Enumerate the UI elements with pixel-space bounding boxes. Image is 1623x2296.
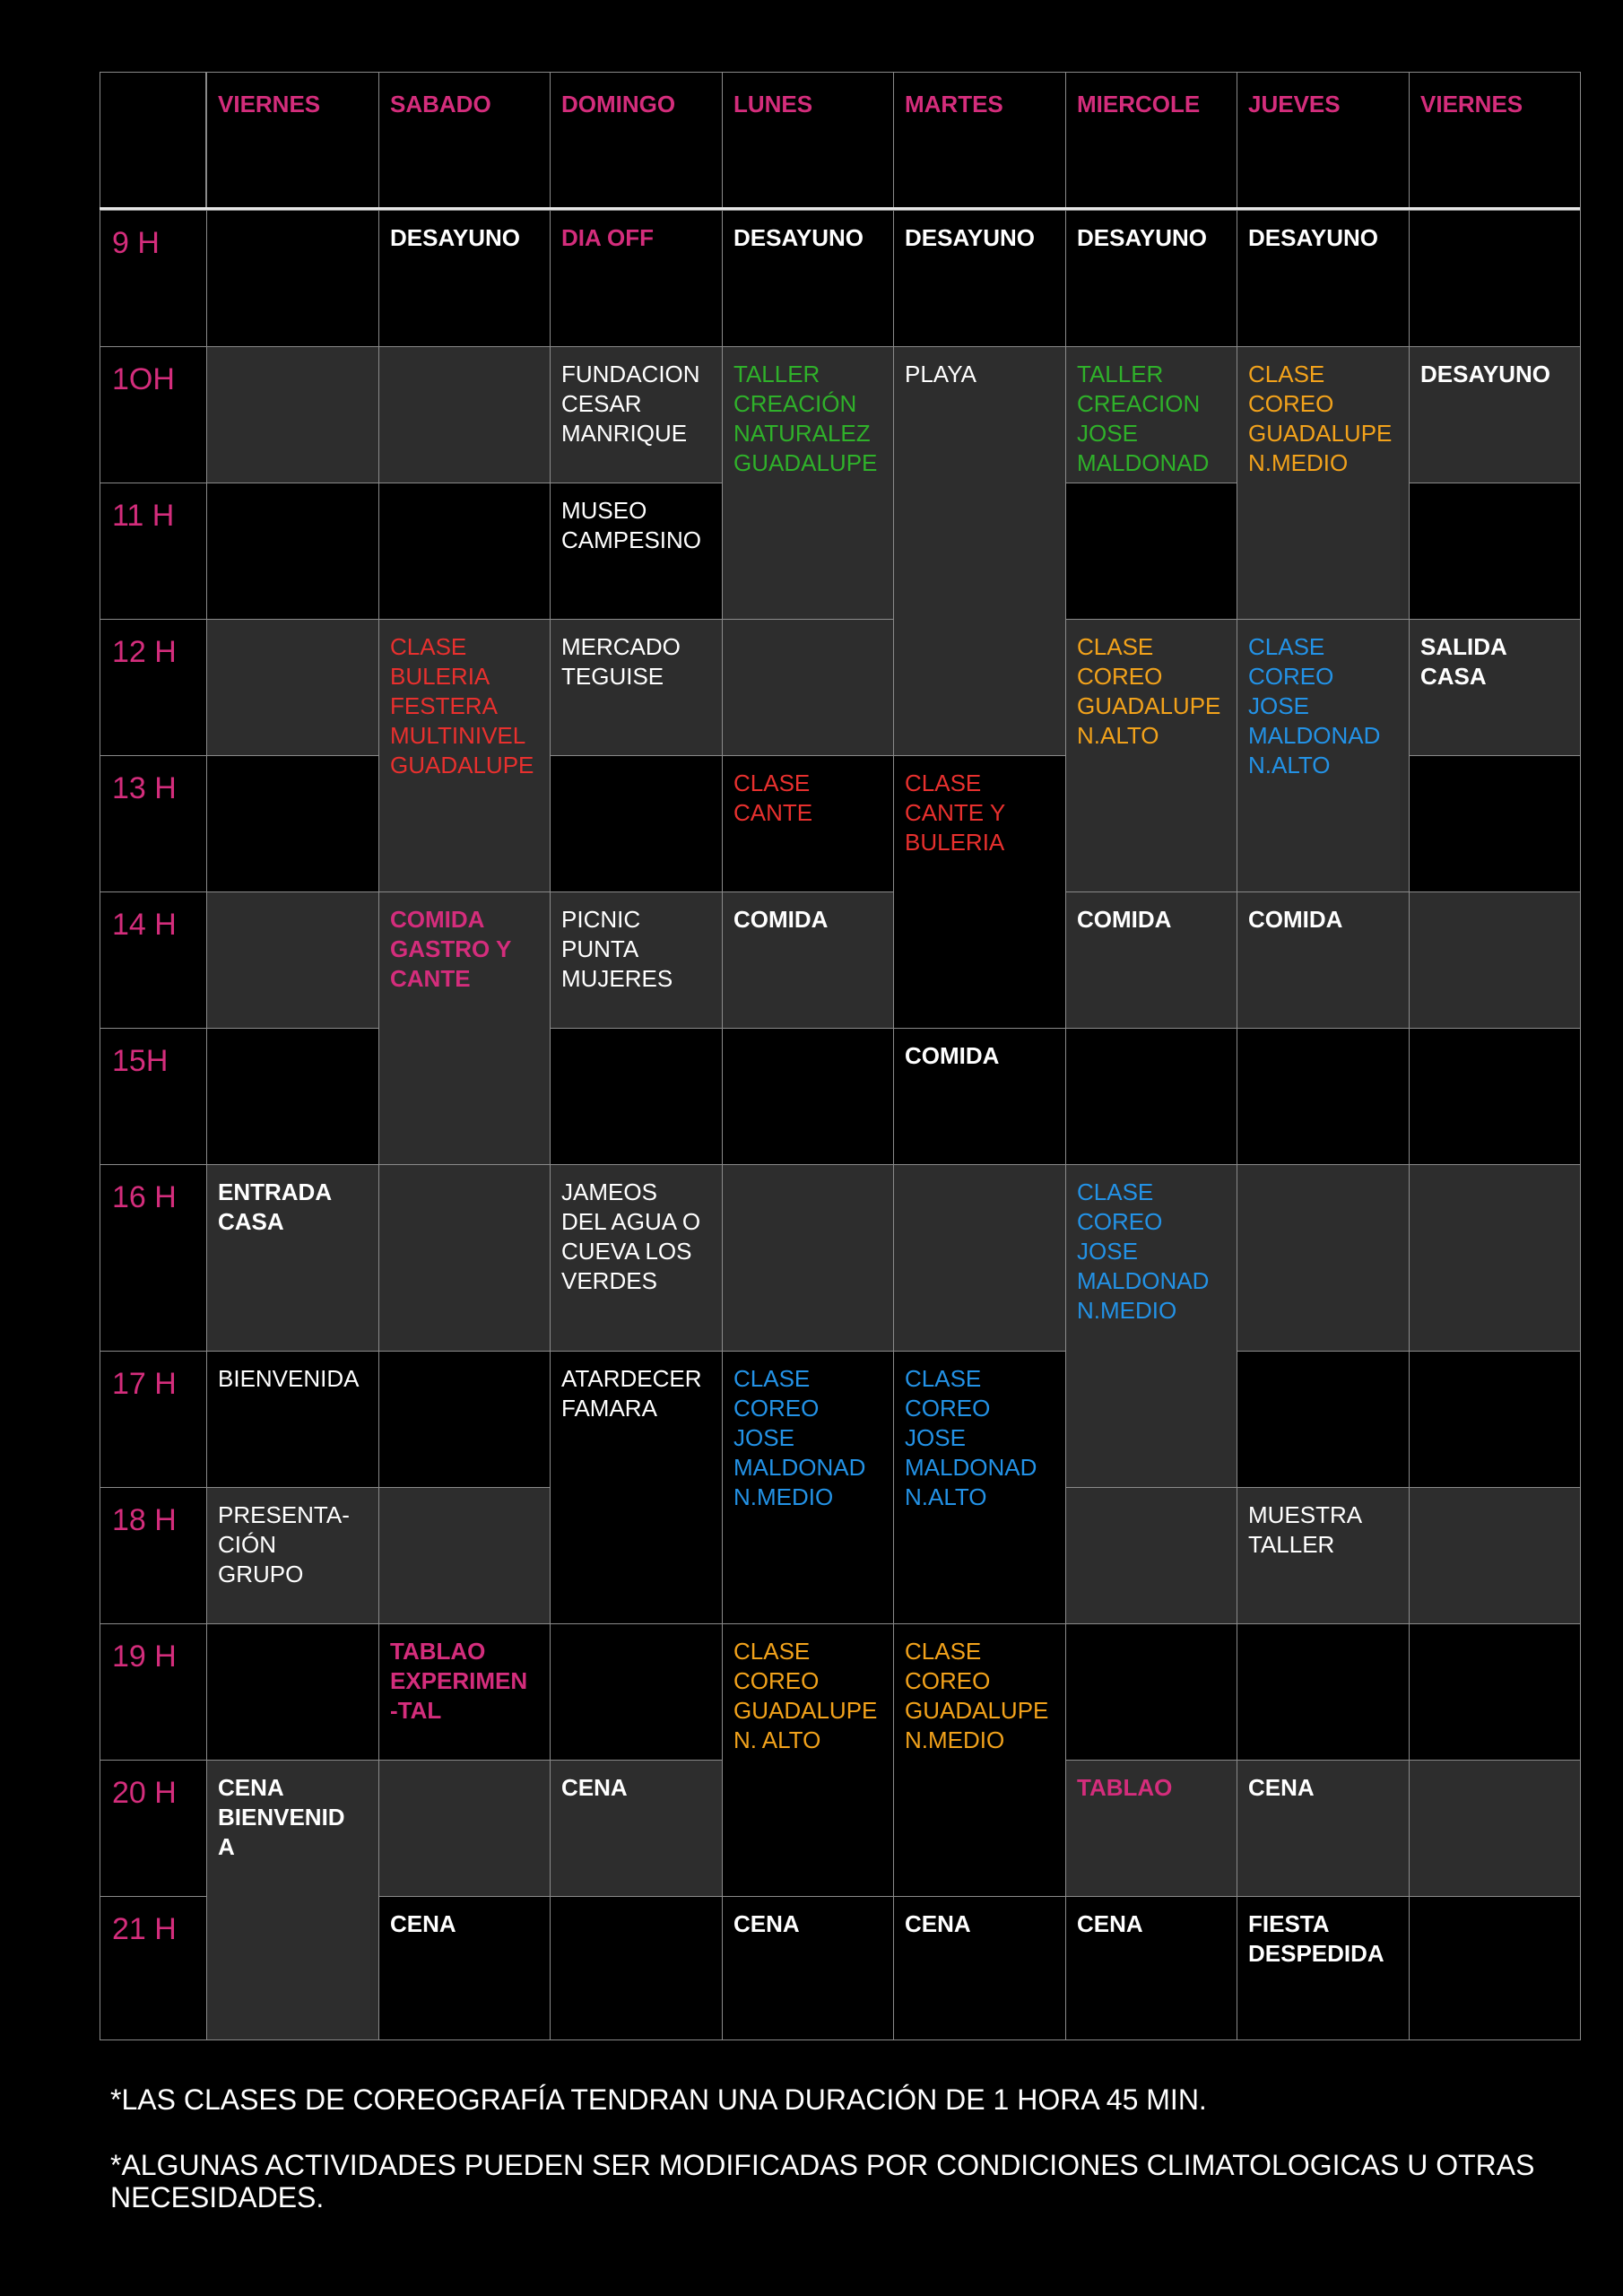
schedule-cell-empty <box>1409 1487 1581 1624</box>
schedule-cell-empty <box>378 1164 551 1352</box>
schedule-cell-empty <box>1409 210 1581 347</box>
schedule-cell-empty <box>1409 755 1581 892</box>
schedule-cell-empty <box>550 1896 723 2040</box>
schedule-cell-activity <box>893 1351 1066 1624</box>
activity-label: PRESENTA- CIÓN GRUPO <box>218 1501 350 1587</box>
activity-label: CENA BIENVENID A <box>218 1774 345 1860</box>
day-header-martes: MARTES <box>893 72 1066 210</box>
activity-label: CLASE BULERIA FESTERA MULTINIVEL GUADALUPE <box>390 633 534 778</box>
activity-label: TALLER CREACION JOSE MALDONAD <box>1077 361 1210 476</box>
schedule-cell-empty <box>1409 1164 1581 1352</box>
schedule-cell-activity <box>206 1487 379 1624</box>
schedule-cell-activity <box>1065 1164 1237 1488</box>
footnotes <box>110 2083 1581 2247</box>
activity-label: TABLAO EXPERIMEN -TAL <box>390 1638 528 1724</box>
schedule-cell-activity <box>893 1623 1066 1897</box>
schedule-cell-empty <box>206 1623 379 1761</box>
schedule-cell-empty <box>1409 483 1581 620</box>
schedule-cell-empty <box>206 619 379 756</box>
schedule-cell-activity <box>1237 346 1410 620</box>
activity-label: CLASE CANTE Y BULERIA <box>905 770 1006 856</box>
activity-label: FUNDACION CESAR MANRIQUE <box>561 361 700 447</box>
hour-label-9-h: 9 H <box>100 210 207 347</box>
schedule-cell-activity <box>1065 891 1237 1029</box>
activity-label: TABLAO <box>1077 1774 1173 1801</box>
hour-label-11-h: 11 H <box>100 483 207 620</box>
schedule-cell-empty <box>550 755 723 892</box>
schedule-cell-empty <box>1065 483 1237 620</box>
footnote-choreography-duration: *LAS CLASES DE COREOGRAFÍA TENDRAN UNA DURACIÓN DE 1 HORA 45 MIN. <box>110 2083 1207 2116</box>
schedule-cell-empty <box>1065 1623 1237 1761</box>
activity-label: MUSEO CAMPESINO <box>561 497 702 553</box>
schedule-cell-activity <box>893 1896 1066 2040</box>
activity-label: CLASE COREO JOSE MALDONAD N.MEDIO <box>1077 1178 1210 1324</box>
schedule-cell-activity <box>378 1623 551 1761</box>
activity-label: CLASE COREO JOSE MALDONAD N.ALTO <box>905 1365 1037 1510</box>
activity-label: BIENVENIDA <box>218 1365 360 1392</box>
hour-label-19-h: 19 H <box>100 1623 207 1761</box>
schedule-cell-activity <box>1065 619 1237 892</box>
schedule-cell-activity <box>1065 346 1237 483</box>
schedule-cell-activity <box>550 1351 723 1624</box>
schedule-cell-empty <box>378 346 551 483</box>
schedule-cell-activity <box>378 210 551 347</box>
schedule-cell-empty <box>550 1623 723 1761</box>
schedule-cell-empty <box>206 210 379 347</box>
activity-label: COMIDA <box>1077 906 1172 933</box>
schedule-cell-activity <box>550 346 723 483</box>
schedule-cell-empty <box>1237 1351 1410 1488</box>
schedule-cell-empty <box>1409 1028 1581 1165</box>
schedule-cell-empty <box>1065 1028 1237 1165</box>
schedule-cell-empty <box>1237 1164 1410 1352</box>
schedule-cell-activity <box>1065 1896 1237 2040</box>
hour-label-1oh: 1OH <box>100 346 207 483</box>
activity-label: CENA <box>905 1910 971 1937</box>
schedule-cell-activity <box>722 755 894 892</box>
schedule-cell-activity <box>893 1028 1066 1165</box>
schedule-cell-activity <box>550 891 723 1029</box>
hour-label-16-h: 16 H <box>100 1164 207 1352</box>
activity-label: DESAYUNO <box>1420 361 1550 387</box>
schedule-cell-activity <box>893 210 1066 347</box>
schedule-cell-empty <box>1237 1623 1410 1761</box>
schedule-cell-empty <box>206 1028 379 1165</box>
schedule-cell-empty <box>206 891 379 1029</box>
activity-label: DESAYUNO <box>1248 224 1378 251</box>
schedule-cell-activity <box>206 1760 379 2040</box>
activity-label: PLAYA <box>905 361 976 387</box>
hour-label-15h: 15H <box>100 1028 207 1165</box>
schedule-cell-activity <box>722 1896 894 2040</box>
schedule-cell-activity <box>722 346 894 620</box>
day-header-viernes: VIERNES <box>206 72 379 210</box>
activity-label: CENA <box>1077 1910 1143 1937</box>
schedule-cell-activity <box>550 483 723 620</box>
day-header-domingo: DOMINGO <box>550 72 723 210</box>
day-header-miercole: MIERCOLE <box>1065 72 1237 210</box>
schedule-cell-activity <box>206 1164 379 1352</box>
schedule-cell-activity <box>722 1351 894 1624</box>
activity-label: COMIDA <box>905 1042 1000 1069</box>
schedule-cell-empty <box>378 1487 551 1624</box>
activity-label: FIESTA DESPEDIDA <box>1248 1910 1384 1967</box>
activity-label: JAMEOS DEL AGUA O CUEVA LOS VERDES <box>561 1178 701 1294</box>
day-header-sabado: SABADO <box>378 72 551 210</box>
activity-label: CLASE COREO GUADALUPE N. ALTO <box>733 1638 878 1753</box>
schedule-cell-activity <box>1409 346 1581 483</box>
schedule-cell-activity <box>1409 619 1581 756</box>
schedule-cell-activity <box>378 891 551 1165</box>
activity-label: DESAYUNO <box>733 224 864 251</box>
schedule-cell-activity <box>378 1896 551 2040</box>
activity-label: CENA <box>390 1910 456 1937</box>
activity-label: CLASE COREO GUADALUPE N.ALTO <box>1077 633 1221 749</box>
schedule-cell-empty <box>378 483 551 620</box>
schedule-table <box>100 72 1580 2039</box>
schedule-cell-activity <box>378 619 551 892</box>
hour-label-12-h: 12 H <box>100 619 207 756</box>
schedule-cell-activity <box>722 1623 894 1897</box>
schedule-cell-empty <box>206 755 379 892</box>
schedule-cell-activity <box>722 210 894 347</box>
schedule-cell-empty <box>378 1760 551 1897</box>
schedule-cell-activity <box>1065 1760 1237 1897</box>
schedule-cell-empty <box>1409 1760 1581 1897</box>
schedule-cell-empty <box>550 1028 723 1165</box>
activity-label: DESAYUNO <box>390 224 520 251</box>
schedule-cell-empty <box>722 619 894 756</box>
schedule-cell-empty <box>1409 891 1581 1029</box>
day-header-lunes: LUNES <box>722 72 894 210</box>
day-header-jueves: JUEVES <box>1237 72 1410 210</box>
schedule-cell-activity <box>550 1760 723 1897</box>
hour-label-20-h: 20 H <box>100 1760 207 1897</box>
schedule-cell-empty <box>1409 1623 1581 1761</box>
hour-label-17-h: 17 H <box>100 1351 207 1488</box>
activity-label: MUESTRA TALLER <box>1248 1501 1363 1558</box>
schedule-cell-activity <box>1237 210 1410 347</box>
schedule-cell-activity <box>550 1164 723 1352</box>
schedule-cell-empty <box>378 1351 551 1488</box>
activity-label: CENA <box>561 1774 628 1801</box>
activity-label: ATARDECER FAMARA <box>561 1365 702 1422</box>
hour-label-13-h: 13 H <box>100 755 207 892</box>
schedule-cell-empty <box>1237 1028 1410 1165</box>
table-corner-cell <box>100 72 206 210</box>
schedule-cell-activity <box>893 346 1066 756</box>
schedule-cell-empty <box>893 1164 1066 1352</box>
activity-label: PICNIC PUNTA MUJERES <box>561 906 673 992</box>
activity-label: COMIDA <box>1248 906 1343 933</box>
schedule-cell-activity <box>1237 1760 1410 1897</box>
activity-label: MERCADO TEGUISE <box>561 633 681 690</box>
schedule-cell-activity <box>1237 1896 1410 2040</box>
activity-label: COMIDA GASTRO Y CANTE <box>390 906 512 992</box>
schedule-cell-activity <box>1237 1487 1410 1624</box>
activity-label: SALIDA CASA <box>1420 633 1507 690</box>
schedule-cell-activity <box>1237 619 1410 892</box>
activity-label: CLASE COREO GUADALUPE N.MEDIO <box>1248 361 1393 476</box>
activity-label: CENA <box>733 1910 800 1937</box>
activity-label: COMIDA <box>733 906 829 933</box>
schedule-cell-empty <box>1409 1896 1581 2040</box>
schedule-cell-activity <box>1237 891 1410 1029</box>
hour-label-14-h: 14 H <box>100 891 207 1029</box>
day-header-viernes: VIERNES <box>1409 72 1581 210</box>
header-divider <box>100 207 1580 210</box>
schedule-cell-activity <box>1065 210 1237 347</box>
activity-label: DESAYUNO <box>1077 224 1207 251</box>
activity-label: CLASE COREO GUADALUPE N.MEDIO <box>905 1638 1049 1753</box>
activity-label: TALLER CREACIÓN NATURALEZ GUADALUPE <box>733 361 878 476</box>
activity-label: DESAYUNO <box>905 224 1035 251</box>
activity-label: CLASE CANTE <box>733 770 813 826</box>
schedule-cell-activity <box>893 755 1066 1029</box>
schedule-cell-empty <box>1409 1351 1581 1488</box>
schedule-cell-empty <box>206 483 379 620</box>
schedule-cell-empty <box>722 1164 894 1352</box>
activity-label: ENTRADA CASA <box>218 1178 333 1235</box>
schedule-cell-empty <box>1065 1487 1237 1624</box>
footnote-weather-changes: *ALGUNAS ACTIVIDADES PUEDEN SER MODIFICADAS POR CONDICIONES CLIMATOLOGICAS U OTRAS NECESIDADES. <box>110 2149 1535 2213</box>
schedule-cell-empty <box>206 346 379 483</box>
schedule-cell-activity <box>550 210 723 347</box>
schedule-cell-activity <box>206 1351 379 1488</box>
hour-label-18-h: 18 H <box>100 1487 207 1624</box>
activity-label: CLASE COREO JOSE MALDONAD N.MEDIO <box>733 1365 866 1510</box>
schedule-cell-empty <box>722 1028 894 1165</box>
activity-label: CENA <box>1248 1774 1315 1801</box>
hour-label-21-h: 21 H <box>100 1896 207 2040</box>
activity-label: CLASE COREO JOSE MALDONAD N.ALTO <box>1248 633 1381 778</box>
activity-label: DIA OFF <box>561 224 655 251</box>
schedule-cell-activity <box>550 619 723 756</box>
schedule-cell-activity <box>722 891 894 1029</box>
